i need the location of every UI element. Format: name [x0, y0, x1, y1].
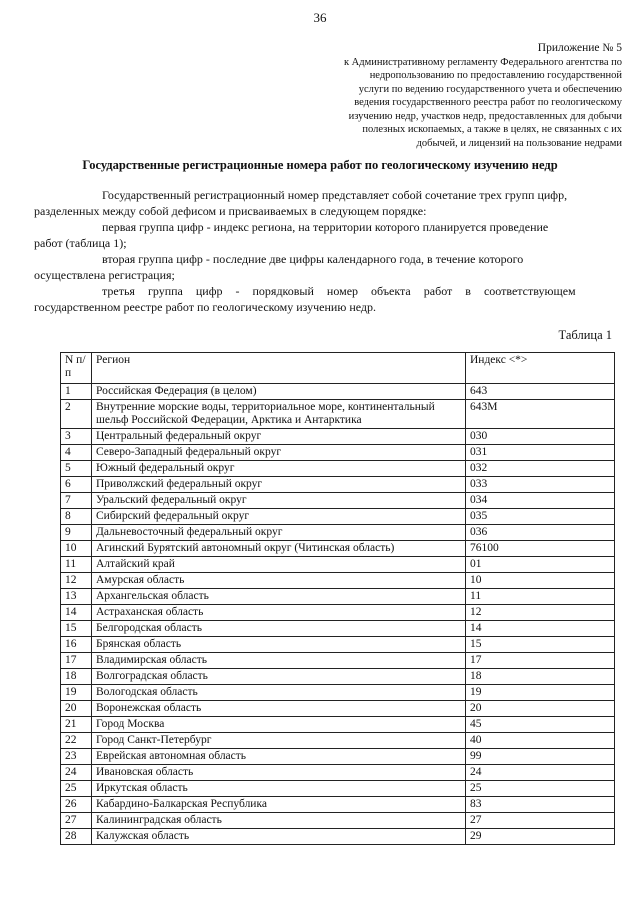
row-number: 24: [61, 765, 92, 781]
row-region: Вологодская область: [92, 685, 466, 701]
table-row: [61, 445, 615, 461]
paragraph-line: Государственный регистрационный номер представляет собой сочетание трех групп цифр,: [102, 188, 568, 202]
table-row: [61, 557, 615, 573]
table-row: [61, 525, 615, 541]
table-row: [61, 573, 615, 589]
table-row: [61, 541, 615, 557]
table-row: [61, 749, 615, 765]
table-row: [61, 701, 615, 717]
row-index: 12: [466, 605, 615, 621]
table-row: [61, 605, 615, 621]
row-region: Белгородская область: [92, 621, 466, 637]
appendix-line: недропользованию по предоставлению государственной: [369, 70, 622, 81]
regions-table: [60, 352, 615, 845]
row-number: 1: [61, 384, 92, 400]
document-title: Государственные регистрационные номера работ по геологическому изучению недр: [82, 158, 558, 172]
table-row: [61, 509, 615, 525]
paragraph-line: разделенных между собой дефисом и присваиваемых в следующем порядке:: [34, 204, 427, 218]
row-index: 18: [466, 669, 615, 685]
row-index: 17: [466, 653, 615, 669]
row-index: 76100: [466, 541, 615, 557]
appendix-line: полезных ископаемых, а также в целях, не связанных с их: [362, 124, 622, 135]
row-number: 25: [61, 781, 92, 797]
row-index: 031: [466, 445, 615, 461]
table-row: [61, 461, 615, 477]
appendix-line: услуги по ведению государственного учета и обеспечению: [358, 83, 622, 95]
table-row: [61, 384, 615, 400]
row-region: Волгоградская область: [92, 669, 466, 685]
row-index: 20: [466, 701, 615, 717]
table-row: [61, 400, 615, 429]
row-number: 3: [61, 429, 92, 445]
row-number: 4: [61, 445, 92, 461]
row-number: 2: [61, 400, 92, 429]
page-number: 36: [313, 10, 327, 25]
row-number: 27: [61, 813, 92, 829]
row-index: 032: [466, 461, 615, 477]
paragraph-second-group: [34, 251, 617, 283]
row-index: 19: [466, 685, 615, 701]
row-number: 22: [61, 733, 92, 749]
row-number: 21: [61, 717, 92, 733]
row-index: 14: [466, 621, 615, 637]
row-number: 18: [61, 669, 92, 685]
row-number: 11: [61, 557, 92, 573]
row-number: 28: [61, 829, 92, 845]
row-region: Приволжский федеральный округ: [92, 477, 466, 493]
row-number: 26: [61, 797, 92, 813]
row-number: 9: [61, 525, 92, 541]
row-region: Южный федеральный округ: [92, 461, 466, 477]
table-row: [61, 765, 615, 781]
table-row: [61, 813, 615, 829]
table-row: [61, 589, 615, 605]
appendix-note: [302, 42, 622, 150]
row-region: Калужская область: [92, 829, 466, 845]
appendix-line: ведения государственного реестра работ по геологическому: [354, 97, 622, 108]
row-number: 16: [61, 637, 92, 653]
paragraph-line: третья группа цифр - порядковый номер объекта работ в соответствующем: [102, 284, 576, 298]
table-row: [61, 829, 615, 845]
row-index: 036: [466, 525, 615, 541]
table-row: [61, 733, 615, 749]
row-region: Ивановская область: [92, 765, 466, 781]
row-region: Сибирский федеральный округ: [92, 509, 466, 525]
row-region: Архангельская область: [92, 589, 466, 605]
table-row: [61, 637, 615, 653]
paragraph-line: осуществлена регистрация;: [34, 268, 175, 282]
table-row: [61, 621, 615, 637]
row-index: 24: [466, 765, 615, 781]
row-index: 15: [466, 637, 615, 653]
row-region: Уральский федеральный округ: [92, 493, 466, 509]
row-index: 10: [466, 573, 615, 589]
row-region: Российская Федерация (в целом): [92, 384, 466, 400]
table-row: [61, 717, 615, 733]
row-region: Агинский Бурятский автономный округ (Читинская область): [92, 541, 466, 557]
table-row: [61, 653, 615, 669]
table-row: [61, 429, 615, 445]
table-row: [61, 781, 615, 797]
row-index: 27: [466, 813, 615, 829]
header-number: N п/п: [61, 353, 92, 384]
row-region: Внутренние морские воды, территориальное море, континентальный шельф Российской Федерации, Арктика и Антарктика: [92, 400, 466, 429]
header-region: Регион: [92, 353, 466, 384]
row-region: Брянская область: [92, 637, 466, 653]
row-number: 13: [61, 589, 92, 605]
row-region: Кабардино-Балкарская Республика: [92, 797, 466, 813]
row-index: 01: [466, 557, 615, 573]
row-number: 20: [61, 701, 92, 717]
table-header-row: [61, 353, 615, 384]
header-index: Индекс <*>: [466, 353, 615, 384]
row-region: Владимирская область: [92, 653, 466, 669]
paragraph-line: государственном реестре работ по геологическому изучению недр.: [34, 300, 377, 314]
row-region: Город Москва: [92, 717, 466, 733]
table-caption: Таблица 1: [558, 328, 612, 342]
paragraph-line: первая группа цифр - индекс региона, на территории которого планируется проведение: [102, 220, 549, 234]
row-region: Город Санкт-Петербург: [92, 733, 466, 749]
appendix-line: изучению недр, участков недр, предоставленных для добычи: [348, 110, 622, 122]
row-index: 643M: [466, 400, 615, 429]
row-index: 99: [466, 749, 615, 765]
row-region: Центральный федеральный округ: [92, 429, 466, 445]
row-index: 83: [466, 797, 615, 813]
row-region: Воронежская область: [92, 701, 466, 717]
row-region: Иркутская область: [92, 781, 466, 797]
row-index: 035: [466, 509, 615, 525]
paragraph-first-group: [34, 219, 617, 251]
row-region: Калининградская область: [92, 813, 466, 829]
row-number: 7: [61, 493, 92, 509]
row-region: Северо-Западный федеральный округ: [92, 445, 466, 461]
row-number: 5: [61, 461, 92, 477]
row-region: Еврейская автономная область: [92, 749, 466, 765]
table-row: [61, 493, 615, 509]
table-row: [61, 477, 615, 493]
appendix-line: к Административному регламенту Федерального агентства по: [343, 56, 622, 68]
paragraph-intro: [34, 187, 617, 219]
row-number: 14: [61, 605, 92, 621]
row-number: 15: [61, 621, 92, 637]
row-index: 45: [466, 717, 615, 733]
row-index: 030: [466, 429, 615, 445]
row-index: 25: [466, 781, 615, 797]
row-region: Амурская область: [92, 573, 466, 589]
row-index: 11: [466, 589, 615, 605]
paragraph-third-group: [34, 283, 617, 315]
table-row: [61, 669, 615, 685]
appendix-line: добычей, и лицензий на пользование недрами: [416, 137, 622, 149]
row-index: 034: [466, 493, 615, 509]
row-region: Алтайский край: [92, 557, 466, 573]
row-number: 23: [61, 749, 92, 765]
row-region: Дальневосточный федеральный округ: [92, 525, 466, 541]
row-region: Астраханская область: [92, 605, 466, 621]
row-number: 8: [61, 509, 92, 525]
row-index: 643: [466, 384, 615, 400]
row-number: 10: [61, 541, 92, 557]
paragraph-line: вторая группа цифр - последние две цифры календарного года, в течение которого: [102, 252, 524, 266]
table-row: [61, 797, 615, 813]
row-index: 29: [466, 829, 615, 845]
paragraph-line: работ (таблица 1);: [34, 236, 127, 250]
table-row: [61, 685, 615, 701]
row-index: 40: [466, 733, 615, 749]
row-number: 12: [61, 573, 92, 589]
appendix-line: Приложение № 5: [537, 42, 622, 54]
row-number: 17: [61, 653, 92, 669]
row-number: 6: [61, 477, 92, 493]
row-number: 19: [61, 685, 92, 701]
row-index: 033: [466, 477, 615, 493]
